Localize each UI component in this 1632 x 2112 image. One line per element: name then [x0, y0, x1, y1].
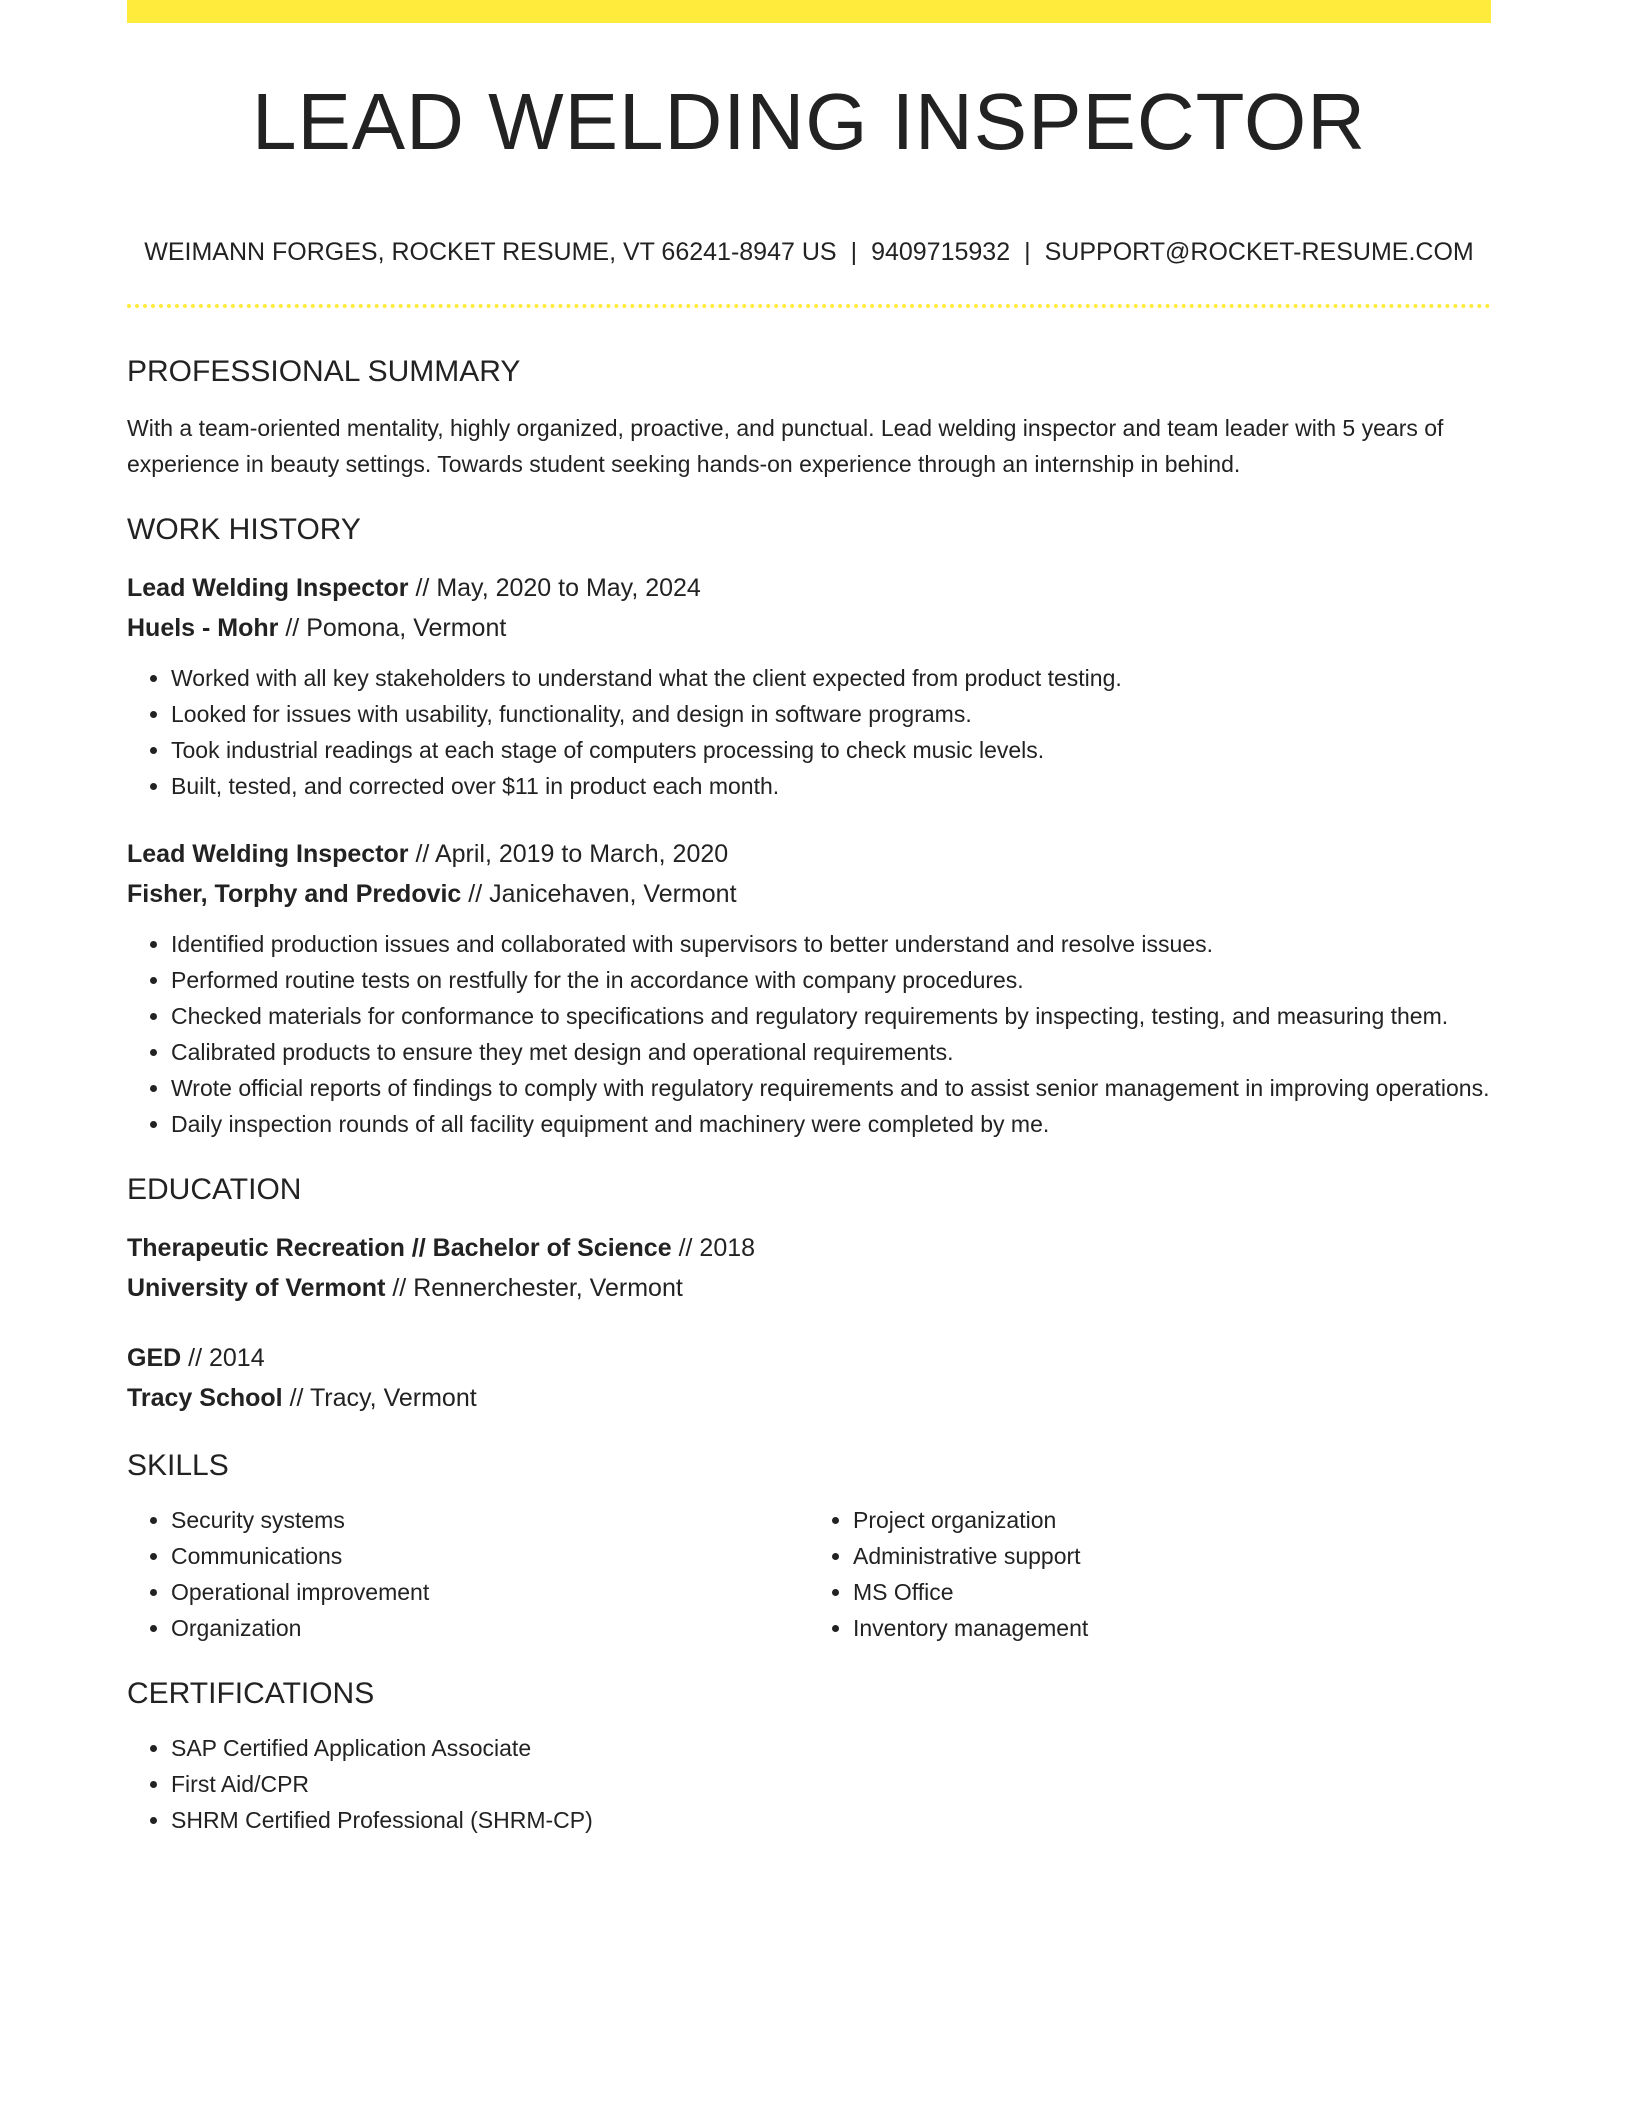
resume-title: LEAD WELDING INSPECTOR [251, 77, 1367, 166]
dotted-divider [127, 304, 1491, 308]
skills-right-list [809, 1502, 1491, 1646]
section-heading: PROFESSIONAL SUMMARY [127, 355, 521, 388]
job-title-line [127, 834, 1491, 874]
education-entry [127, 1338, 1491, 1418]
job-company: Fisher, Torphy and Predovic [127, 880, 462, 908]
degree-name: GED [127, 1344, 182, 1372]
job-entry [127, 568, 1491, 804]
list-item: • Administrative support [853, 1538, 1491, 1574]
job-dates: // May, 2020 to May, 2024 [415, 574, 701, 602]
job-company: Huels - Mohr [127, 614, 279, 642]
job-title-line [127, 568, 1491, 608]
list-item: • Built, tested, and corrected over $11 in product each month. [171, 768, 1491, 804]
contact-separator: | [1024, 238, 1031, 266]
list-item: • SAP Certified Application Associate [171, 1730, 1491, 1766]
job-company-line [127, 874, 1491, 914]
contact-separator: | [850, 238, 858, 266]
work-history-section [127, 510, 1491, 1142]
school-location: // Rennerchester, Vermont [392, 1274, 683, 1302]
job-bullets [127, 926, 1491, 1142]
list-item: • Worked with all key stakeholders to understand what the client expected from product testing. [171, 660, 1491, 696]
certifications-section [127, 1674, 1491, 1838]
section-heading: CERTIFICATIONS [127, 1677, 375, 1710]
contact-phone: 9409715932 [871, 238, 1011, 266]
contact-email: SUPPORT@ROCKET-RESUME.COM [1044, 238, 1474, 266]
list-item: • Identified production issues and collaborated with supervisors to better understand and resolve issues. [171, 926, 1491, 962]
list-item: • Checked materials for conformance to specifications and regulatory requirements by inspecting, testing, and measuring them. [171, 998, 1491, 1034]
list-item: • MS Office [853, 1574, 1491, 1610]
list-item: • Project organization [853, 1502, 1491, 1538]
certifications-list [127, 1730, 1491, 1838]
school-name: University of Vermont [127, 1274, 386, 1302]
section-heading: SKILLS [127, 1449, 229, 1482]
job-dates: // April, 2019 to March, 2020 [415, 840, 729, 868]
education-entry [127, 1228, 1491, 1308]
degree-year: // 2018 [678, 1234, 756, 1262]
degree-line [127, 1338, 1491, 1378]
school-line [127, 1378, 1491, 1418]
degree-year: // 2014 [188, 1344, 265, 1372]
section-heading: WORK HISTORY [127, 513, 361, 546]
list-item: • Performed routine tests on restfully for the in accordance with company procedures. [171, 962, 1491, 998]
list-item: • Took industrial readings at each stage of computers processing to check music levels. [171, 732, 1491, 768]
list-item: • Looked for issues with usability, functionality, and design in software programs. [171, 696, 1491, 732]
degree-line [127, 1228, 1491, 1268]
section-heading: EDUCATION [127, 1173, 302, 1206]
list-item: • Security systems [171, 1502, 809, 1538]
job-company-line [127, 608, 1491, 648]
spacer [127, 1308, 1491, 1338]
job-role: Lead Welding Inspector [127, 574, 409, 602]
skills-left-list [127, 1502, 809, 1646]
job-location: // Janicehaven, Vermont [468, 880, 737, 908]
list-item: • Communications [171, 1538, 809, 1574]
job-entry [127, 834, 1491, 1142]
list-item: • Calibrated products to ensure they met design and operational requirements. [171, 1034, 1491, 1070]
list-item: • SHRM Certified Professional (SHRM-CP) [171, 1802, 1491, 1838]
job-role: Lead Welding Inspector [127, 840, 409, 868]
school-name: Tracy School [127, 1384, 283, 1412]
list-item: • Wrote official reports of findings to comply with regulatory requirements and to assist senior management in improving operations. [171, 1070, 1491, 1106]
list-item: • Organization [171, 1610, 809, 1646]
skills-columns [127, 1502, 1491, 1646]
education-section [127, 1170, 1491, 1418]
contact-line [127, 234, 1491, 270]
summary-text: With a team-oriented mentality, highly organized, proactive, and punctual. Lead welding inspector and team leader with 5 years of experience in beauty settings. Towards student seeking hands-on experience through an internship in behind. [127, 415, 1444, 477]
list-item: • First Aid/CPR [171, 1766, 1491, 1802]
contact-address: WEIMANN FORGES, ROCKET RESUME, VT 66241-8947 US [144, 238, 837, 266]
list-item: • Inventory management [853, 1610, 1491, 1646]
job-location: // Pomona, Vermont [285, 614, 507, 642]
school-line [127, 1268, 1491, 1308]
job-bullets [127, 660, 1491, 804]
summary-section [127, 352, 1491, 482]
accent-top-bar [127, 0, 1491, 23]
skills-section [127, 1446, 1491, 1646]
list-item: • Daily inspection rounds of all facility equipment and machinery were completed by me. [171, 1106, 1491, 1142]
spacer [127, 804, 1491, 834]
resume-sections [127, 352, 1491, 1838]
degree-name: Therapeutic Recreation // Bachelor of Science [127, 1234, 672, 1262]
list-item: • Operational improvement [171, 1574, 809, 1610]
school-location: // Tracy, Vermont [289, 1384, 477, 1412]
